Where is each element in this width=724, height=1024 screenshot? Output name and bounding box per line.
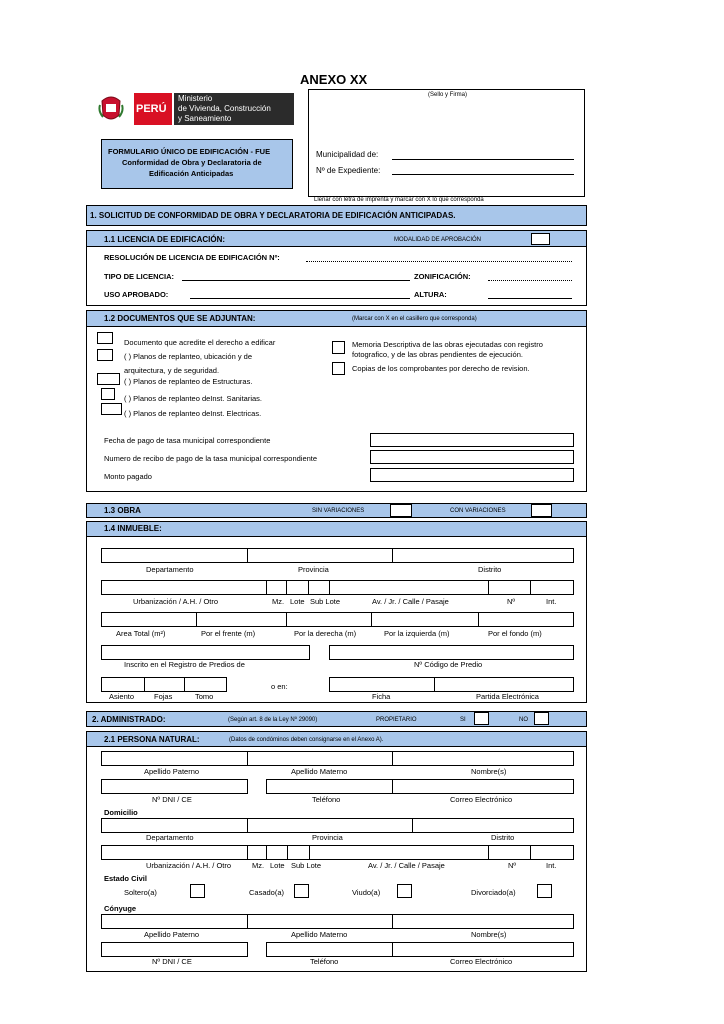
c-telefono-field[interactable]: [266, 942, 393, 957]
inmueble-sublote-field[interactable]: [308, 580, 330, 595]
c-dni-field[interactable]: [101, 942, 248, 957]
tomo-field[interactable]: [184, 677, 227, 692]
pn-num-label: Nº: [508, 861, 517, 870]
pn-departamento-label: Departamento: [146, 833, 194, 842]
inmueble-distrito-label: Distrito: [478, 565, 502, 574]
inmueble-int-field[interactable]: [530, 580, 574, 595]
uso-label: USO APROBADO:: [104, 290, 169, 299]
area-field[interactable]: [101, 612, 197, 627]
pn-provincia-field[interactable]: [247, 818, 413, 833]
section-1-3-title: 1.3 OBRA: [104, 506, 141, 515]
municipalidad-field[interactable]: [392, 159, 574, 160]
izquierda-field[interactable]: [371, 612, 479, 627]
codigo-predio-field[interactable]: [329, 645, 574, 660]
inmueble-int-label: Int.: [546, 597, 557, 606]
partida-label: Partida Electrónica: [476, 692, 539, 701]
section-1-1-title: 1.1 LICENCIA DE EDIFICACIÓN:: [104, 235, 226, 244]
soltero-checkbox[interactable]: [190, 884, 205, 898]
pn-provincia-label: Provincia: [312, 833, 343, 842]
copias-label: Copias de los comprobantes por derecho de revision.: [352, 364, 530, 373]
fondo-field[interactable]: [478, 612, 574, 627]
pn-sublote-field[interactable]: [287, 845, 310, 860]
pn-mz-label: Mz.: [252, 861, 265, 870]
altura-field[interactable]: [488, 298, 572, 299]
pn-telefono-label: Teléfono: [312, 795, 341, 804]
uso-field[interactable]: [190, 298, 410, 299]
inmueble-num-label: Nº: [507, 597, 516, 606]
inmueble-provincia-field[interactable]: [247, 548, 393, 563]
doc1-checkbox[interactable]: [97, 332, 113, 344]
altura-label: ALTURA:: [414, 290, 447, 299]
stamp-box: [308, 89, 585, 197]
fojas-label: Fojas: [154, 692, 173, 701]
section-1-4-title: 1.4 INMUEBLE:: [104, 524, 162, 533]
section-2-title: 2. ADMINISTRADO:: [92, 715, 166, 724]
si-label: SI: [460, 717, 466, 723]
pn-lote-field[interactable]: [266, 845, 288, 860]
registro-predios-field[interactable]: [101, 645, 310, 660]
inmueble-urbanizacion-field[interactable]: [101, 580, 267, 595]
pn-urbanizacion-field[interactable]: [101, 845, 248, 860]
partida-field[interactable]: [434, 677, 574, 692]
form-title-line1: FORMULARIO ÚNICO DE EDIFICACIÓN - FUE: [108, 147, 271, 156]
c-paterno-label: Apellido Paterno: [144, 930, 200, 939]
ficha-field[interactable]: [329, 677, 435, 692]
inmueble-num-field[interactable]: [488, 580, 531, 595]
copias-checkbox[interactable]: [332, 362, 345, 375]
zonificacion-label: ZONIFICACIÓN:: [414, 272, 471, 281]
doc5-checkbox[interactable]: [101, 403, 122, 415]
inmueble-departamento-label: Departamento: [146, 565, 194, 574]
fecha-pago-field[interactable]: [370, 433, 574, 447]
sin-variaciones-checkbox[interactable]: [390, 504, 412, 517]
instruction-text: Llenar con letra de imprenta y marcar con X lo que corresponda: [314, 197, 484, 203]
logo-ministry: Ministerio de Vivienda, Construcción y Saneamiento: [178, 94, 271, 123]
soltero-label: Soltero(a): [124, 888, 157, 897]
memoria-checkbox[interactable]: [332, 341, 345, 354]
section-1-2-title: 1.2 DOCUMENTOS QUE SE ADJUNTAN:: [104, 314, 256, 323]
tipo-licencia-field[interactable]: [182, 280, 410, 281]
codigo-predio-label: Nº Código de Predio: [414, 660, 483, 669]
pn-telefono-field[interactable]: [266, 779, 393, 794]
monto-field[interactable]: [370, 468, 574, 482]
inmueble-lote-field[interactable]: [286, 580, 309, 595]
municipalidad-label: Municipalidad de:: [316, 150, 379, 159]
frente-label: Por el frente (m): [201, 629, 256, 638]
pn-via-field[interactable]: [309, 845, 489, 860]
c-materno-field[interactable]: [247, 914, 393, 929]
doc3-label: ( ) Planos de replanteo de Estructuras.: [124, 377, 253, 386]
expediente-field[interactable]: [392, 174, 574, 175]
con-variaciones-checkbox[interactable]: [531, 504, 552, 517]
section-2-1-note: (Datos de condóminos deben consignarse en el Anexo A).: [229, 737, 384, 743]
pn-nombres-label: Nombre(s): [471, 767, 507, 776]
zonificacion-field[interactable]: [488, 280, 572, 281]
pn-int-label: Int.: [546, 861, 557, 870]
pn-email-field[interactable]: [392, 779, 574, 794]
form-title-line2: Conformidad de Obra y Declaratoria de: [122, 158, 262, 167]
pn-materno-label: Apellido Materno: [291, 767, 348, 776]
expediente-label: Nº de Expediente:: [316, 166, 381, 175]
modalidad-label: MODALIDAD DE APROBACIÓN: [394, 237, 482, 243]
pn-lote-label: Lote: [270, 861, 285, 870]
doc4-label: ( ) Planos de replanteo deInst. Sanitarias.: [124, 394, 262, 403]
inmueble-via-field[interactable]: [329, 580, 489, 595]
sin-variaciones-label: SIN VARIACIONES: [312, 508, 365, 514]
doc2-label-cont: arquitectura, y de seguridad.: [124, 366, 220, 375]
inmueble-sublote-label: Sub Lote: [310, 597, 341, 606]
c-nombres-field[interactable]: [392, 914, 574, 929]
oen-label: o en:: [271, 682, 288, 691]
no-label: NO: [519, 717, 528, 723]
doc2-label: ( ) Planos de replanteo, ubicación y de: [124, 352, 252, 361]
pn-urbanizacion-label: Urbanización / A.H. / Otro: [146, 861, 232, 870]
pn-distrito-field[interactable]: [412, 818, 574, 833]
section-1-title: 1. SOLICITUD DE CONFORMIDAD DE OBRA Y DECLARATORIA DE EDIFICACIÓN ANTICIPADAS.: [90, 211, 456, 220]
derecha-label: Por la derecha (m): [294, 629, 357, 638]
c-paterno-field[interactable]: [101, 914, 248, 929]
pn-distrito-label: Distrito: [491, 833, 515, 842]
memoria-label: Memoria Descriptiva de las obras ejecutadas con registro: [352, 340, 543, 349]
modalidad-checkbox[interactable]: [531, 233, 550, 245]
recibo-label: Numero de recibo de pago de la tasa municipal correspondiente: [104, 454, 318, 463]
inmueble-distrito-field[interactable]: [392, 548, 574, 563]
c-email-label: Correo Electrónico: [450, 957, 513, 966]
pn-sublote-label: Sub Lote: [291, 861, 322, 870]
propietario-label: PROPIETARIO: [376, 717, 417, 723]
pn-num-field[interactable]: [488, 845, 531, 860]
doc1-label: Documento que acredite el derecho a edificar: [124, 338, 276, 347]
inmueble-departamento-field[interactable]: [101, 548, 248, 563]
inmueble-lote-label: Lote: [290, 597, 305, 606]
pn-paterno-field[interactable]: [101, 751, 248, 766]
pn-mz-field[interactable]: [247, 845, 267, 860]
doc4-checkbox[interactable]: [101, 388, 115, 400]
section-1-2-note: (Marcar con X en el casillero que corresponda): [352, 316, 477, 322]
c-materno-label: Apellido Materno: [291, 930, 348, 939]
coat-of-arms-icon: [98, 95, 124, 123]
section-2-note: (Según art. 8 de la Ley Nº 29090): [228, 717, 318, 723]
estado-civil-label: Estado Civil: [104, 874, 147, 883]
c-dni-label: Nº DNI / CE: [152, 957, 192, 966]
doc5-label: ( ) Planos de replanteo deInst. Electricas.: [124, 409, 262, 418]
derecha-field[interactable]: [286, 612, 372, 627]
c-telefono-label: Teléfono: [310, 957, 339, 966]
pn-int-field[interactable]: [530, 845, 574, 860]
monto-label: Monto pagado: [104, 472, 152, 481]
inmueble-mz-label: Mz.: [272, 597, 285, 606]
frente-field[interactable]: [196, 612, 287, 627]
doc2-checkbox[interactable]: [97, 349, 113, 361]
page-title: ANEXO XX: [300, 72, 368, 87]
conyuge-label: Cónyuge: [104, 904, 137, 913]
fojas-field[interactable]: [144, 677, 185, 692]
fecha-pago-label: Fecha de pago de tasa municipal correspondiente: [104, 436, 271, 445]
viudo-label: Viudo(a): [352, 888, 381, 897]
inmueble-mz-field[interactable]: [266, 580, 287, 595]
fondo-label: Por el fondo (m): [488, 629, 542, 638]
resolucion-label: RESOLUCIÓN DE LICENCIA DE EDIFICACIÓN Nº:: [104, 253, 280, 262]
viudo-checkbox[interactable]: [397, 884, 412, 898]
inmueble-urbanizacion-label: Urbanización / A.H. / Otro: [133, 597, 219, 606]
doc3-checkbox[interactable]: [97, 373, 120, 385]
c-email-field[interactable]: [392, 942, 574, 957]
tomo-label: Tomo: [195, 692, 214, 701]
pn-via-label: Av. / Jr. / Calle / Pasaje: [368, 861, 445, 870]
inmueble-provincia-label: Provincia: [298, 565, 329, 574]
asiento-label: Asiento: [109, 692, 135, 701]
resolucion-field[interactable]: [306, 261, 572, 262]
pn-dni-field[interactable]: [101, 779, 248, 794]
propietario-no-checkbox[interactable]: [534, 712, 549, 725]
ficha-label: Ficha: [372, 692, 391, 701]
pn-departamento-field[interactable]: [101, 818, 248, 833]
pn-email-label: Correo Electrónico: [450, 795, 513, 804]
casado-label: Casado(a): [249, 888, 285, 897]
logo: [98, 93, 294, 125]
area-label: Area Total (m²): [116, 629, 166, 638]
section-2-1-title: 2.1 PERSONA NATURAL:: [104, 735, 200, 744]
tipo-licencia-label: TIPO DE LICENCIA:: [104, 272, 175, 281]
propietario-si-checkbox[interactable]: [474, 712, 489, 725]
domicilio-label: Domicilio: [104, 808, 138, 817]
pn-dni-label: Nº DNI / CE: [152, 795, 192, 804]
logo-country: PERÚ: [136, 103, 167, 115]
memoria-label-cont: fotografico, y de las obras pendientes de ejecución.: [352, 350, 523, 359]
recibo-field[interactable]: [370, 450, 574, 464]
divorciado-checkbox[interactable]: [537, 884, 552, 898]
izquierda-label: Por la izquierda (m): [384, 629, 450, 638]
con-variaciones-label: CON VARIACIONES: [450, 508, 506, 514]
c-nombres-label: Nombre(s): [471, 930, 507, 939]
asiento-field[interactable]: [101, 677, 145, 692]
pn-paterno-label: Apellido Paterno: [144, 767, 200, 776]
divorciado-label: Divorciado(a): [471, 888, 516, 897]
casado-checkbox[interactable]: [294, 884, 309, 898]
pn-nombres-field[interactable]: [392, 751, 574, 766]
form-title-line3: Edificación Anticipadas: [149, 169, 234, 178]
pn-materno-field[interactable]: [247, 751, 393, 766]
inmueble-via-label: Av. / Jr. / Calle / Pasaje: [372, 597, 449, 606]
registro-predios-label: Inscrito en el Registro de Predios de: [124, 660, 245, 669]
stamp-label: (Sello y Firma): [428, 92, 468, 98]
